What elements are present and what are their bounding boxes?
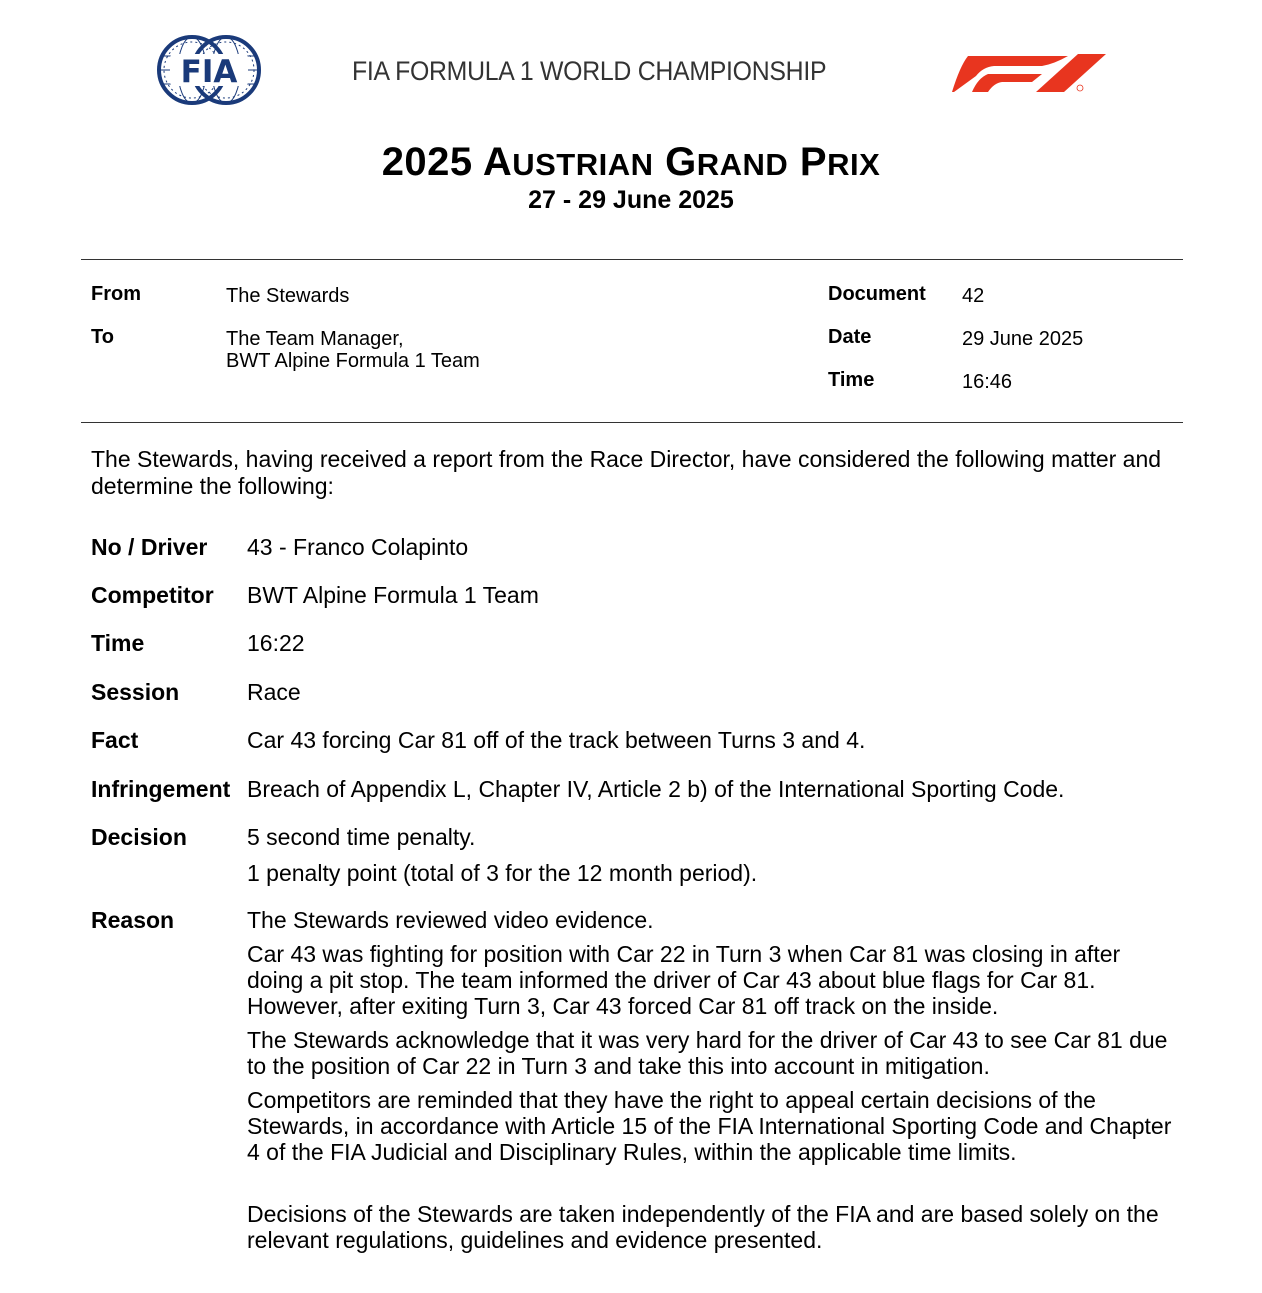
- reason-paragraph-3: The Stewards acknowledge that it was very hard for the driver of Car 43 to see Car 81 due to the position of Car 22 in Turn 3 and take this into account in mitigation.: [247, 1027, 1168, 1079]
- session-label: Session: [91, 679, 180, 705]
- from-value: The Stewards: [226, 285, 350, 307]
- infringement-value: Breach of Appendix L, Chapter IV, Article 2 b) of the International Sporting Code.: [247, 776, 1065, 802]
- fia-logo-text: FIA: [180, 54, 238, 90]
- reason-paragraph-2: Car 43 was fighting for position with Car 22 in Turn 3 when Car 81 was closing in after doing a pit stop. The team informed the driver of Car 43 about blue flags for Car 81. However, after exiting Turn 3, Car 43 forced Car 81 off track on the inside.: [247, 941, 1121, 1019]
- from-label: From: [91, 283, 141, 305]
- date-value: 29 June 2025: [962, 328, 1084, 350]
- to-value-line1: The Team Manager,: [226, 328, 404, 350]
- page-title: 2025 AUSTRIAN GRAND PRIX: [381, 140, 881, 184]
- infringement-label: Infringement: [91, 776, 231, 802]
- fact-value: Car 43 forcing Car 81 off of the track between Turns 3 and 4.: [247, 727, 866, 753]
- fact-label: Fact: [91, 727, 139, 753]
- reason-paragraph-1: The Stewards reviewed video evidence.: [247, 907, 654, 933]
- decision-label: Decision: [91, 824, 187, 850]
- incident-time-value: 16:22: [247, 630, 305, 656]
- driver-label: No / Driver: [91, 534, 208, 560]
- event-dates: 27 - 29 June 2025: [528, 186, 734, 214]
- competitor-label: Competitor: [91, 582, 214, 608]
- session-value: Race: [247, 679, 301, 705]
- competitor-value: BWT Alpine Formula 1 Team: [247, 582, 539, 608]
- document-value: 42: [962, 285, 985, 307]
- reason-label: Reason: [91, 907, 175, 933]
- decision-line-1: 5 second time penalty.: [247, 824, 476, 850]
- f1-logo: [950, 48, 1110, 94]
- time-label: Time: [828, 369, 875, 391]
- to-value-line2: BWT Alpine Formula 1 Team: [226, 350, 480, 372]
- decision-line-2: 1 penalty point (total of 3 for the 12 month period).: [247, 860, 758, 886]
- divider-bottom: [81, 422, 1183, 423]
- time-value: 16:46: [962, 371, 1013, 393]
- to-label: To: [91, 326, 114, 348]
- intro-text: The Stewards, having received a report from the Race Director, have considered the following matter and determine the following:: [91, 446, 1162, 499]
- championship-title: FIA FORMULA 1 WORLD CHAMPIONSHIP: [352, 56, 827, 86]
- document-label: Document: [828, 283, 926, 305]
- incident-time-label: Time: [91, 630, 145, 656]
- fia-logo: [156, 34, 262, 106]
- reason-paragraph-4: Competitors are reminded that they have the right to appeal certain decisions of the Stewards, in accordance with Article 15 of the FIA International Sporting Code and Chapter 4 of the FIA Judicial and Disciplinary Rules, within the applicable time limits.: [247, 1087, 1172, 1165]
- reason-value: [247, 907, 1177, 1261]
- divider-top: [81, 259, 1183, 260]
- driver-value: 43 - Franco Colapinto: [247, 534, 469, 560]
- date-label: Date: [828, 326, 872, 348]
- reason-paragraph-5: Decisions of the Stewards are taken independently of the FIA and are based solely on the relevant regulations, guidelines and evidence presented.: [247, 1201, 1159, 1253]
- decision-value: [247, 824, 1177, 886]
